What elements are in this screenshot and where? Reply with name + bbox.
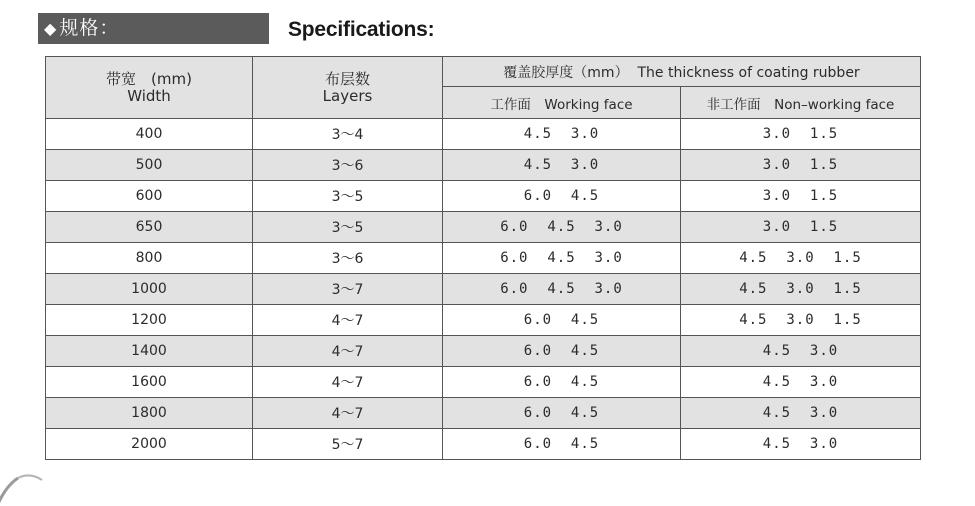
cell-nonworking-face: 4.5 3.0 [681, 336, 921, 367]
cell-layers: 3～6 [253, 243, 443, 274]
cell-layers: 3～4 [253, 119, 443, 150]
table-header [46, 57, 921, 119]
section-title-zh-text: 规格： [59, 17, 120, 39]
cell-width: 500 [46, 150, 253, 181]
table-row [46, 274, 921, 305]
cell-nonworking-face: 4.5 3.0 1.5 [681, 274, 921, 305]
specifications-table [45, 56, 921, 460]
cell-width: 800 [46, 243, 253, 274]
section-title-en: Specifications: [288, 18, 435, 41]
header-nonworking-face: 非工作面 Non–working face [681, 87, 921, 119]
cell-width: 1200 [46, 305, 253, 336]
header-width [46, 57, 253, 119]
cell-width: 400 [46, 119, 253, 150]
cell-working-face: 6.0 4.5 3.0 [443, 243, 681, 274]
cell-working-face: 6.0 4.5 [443, 336, 681, 367]
cell-layers: 4～7 [253, 398, 443, 429]
header-working-face: 工作面 Working face [443, 87, 681, 119]
cell-layers: 4～7 [253, 367, 443, 398]
cell-nonworking-face: 3.0 1.5 [681, 212, 921, 243]
cell-working-face: 4.5 3.0 [443, 119, 681, 150]
cell-working-face: 6.0 4.5 [443, 181, 681, 212]
table-row [46, 212, 921, 243]
header-layers-en: Layers [322, 86, 373, 105]
cell-nonworking-face: 3.0 1.5 [681, 119, 921, 150]
cell-nonworking-face: 4.5 3.0 [681, 429, 921, 460]
table-row [46, 243, 921, 274]
header-layers [253, 57, 443, 119]
header-width-zh: 带宽 (mm) [106, 69, 192, 88]
cell-working-face: 6.0 4.5 [443, 398, 681, 429]
table-row [46, 429, 921, 460]
cell-width: 1400 [46, 336, 253, 367]
cell-working-face: 6.0 4.5 [443, 429, 681, 460]
table-row [46, 119, 921, 150]
cell-width: 1000 [46, 274, 253, 305]
header-width-en: Width [127, 86, 171, 105]
cell-layers: 5～7 [253, 429, 443, 460]
table-row [46, 367, 921, 398]
cell-nonworking-face: 3.0 1.5 [681, 181, 921, 212]
cell-nonworking-face: 4.5 3.0 1.5 [681, 243, 921, 274]
header-layers-zh: 布层数 [324, 69, 370, 88]
cell-width: 2000 [46, 429, 253, 460]
cell-width: 1600 [46, 367, 253, 398]
cell-working-face: 6.0 4.5 3.0 [443, 212, 681, 243]
cell-width: 650 [46, 212, 253, 243]
table-row [46, 305, 921, 336]
table-body [46, 119, 921, 460]
cell-nonworking-face: 4.5 3.0 1.5 [681, 305, 921, 336]
cell-width: 1800 [46, 398, 253, 429]
cell-nonworking-face: 4.5 3.0 [681, 398, 921, 429]
cell-layers: 3～6 [253, 150, 443, 181]
diamond-icon: ◆ [44, 19, 58, 38]
table-row [46, 398, 921, 429]
cell-layers: 3～5 [253, 181, 443, 212]
section-title-zh [38, 13, 269, 44]
decorative-arc [0, 466, 56, 506]
header-thickness: 覆盖胶厚度（mm） The thickness of coating rubber [443, 57, 921, 87]
cell-layers: 4～7 [253, 305, 443, 336]
cell-layers: 4～7 [253, 336, 443, 367]
cell-width: 600 [46, 181, 253, 212]
table-row [46, 336, 921, 367]
cell-working-face: 4.5 3.0 [443, 150, 681, 181]
table-row [46, 181, 921, 212]
cell-layers: 3～7 [253, 274, 443, 305]
table-row [46, 150, 921, 181]
cell-working-face: 6.0 4.5 3.0 [443, 274, 681, 305]
cell-layers: 3～5 [253, 212, 443, 243]
cell-nonworking-face: 3.0 1.5 [681, 150, 921, 181]
cell-working-face: 6.0 4.5 [443, 367, 681, 398]
cell-working-face: 6.0 4.5 [443, 305, 681, 336]
cell-nonworking-face: 4.5 3.0 [681, 367, 921, 398]
